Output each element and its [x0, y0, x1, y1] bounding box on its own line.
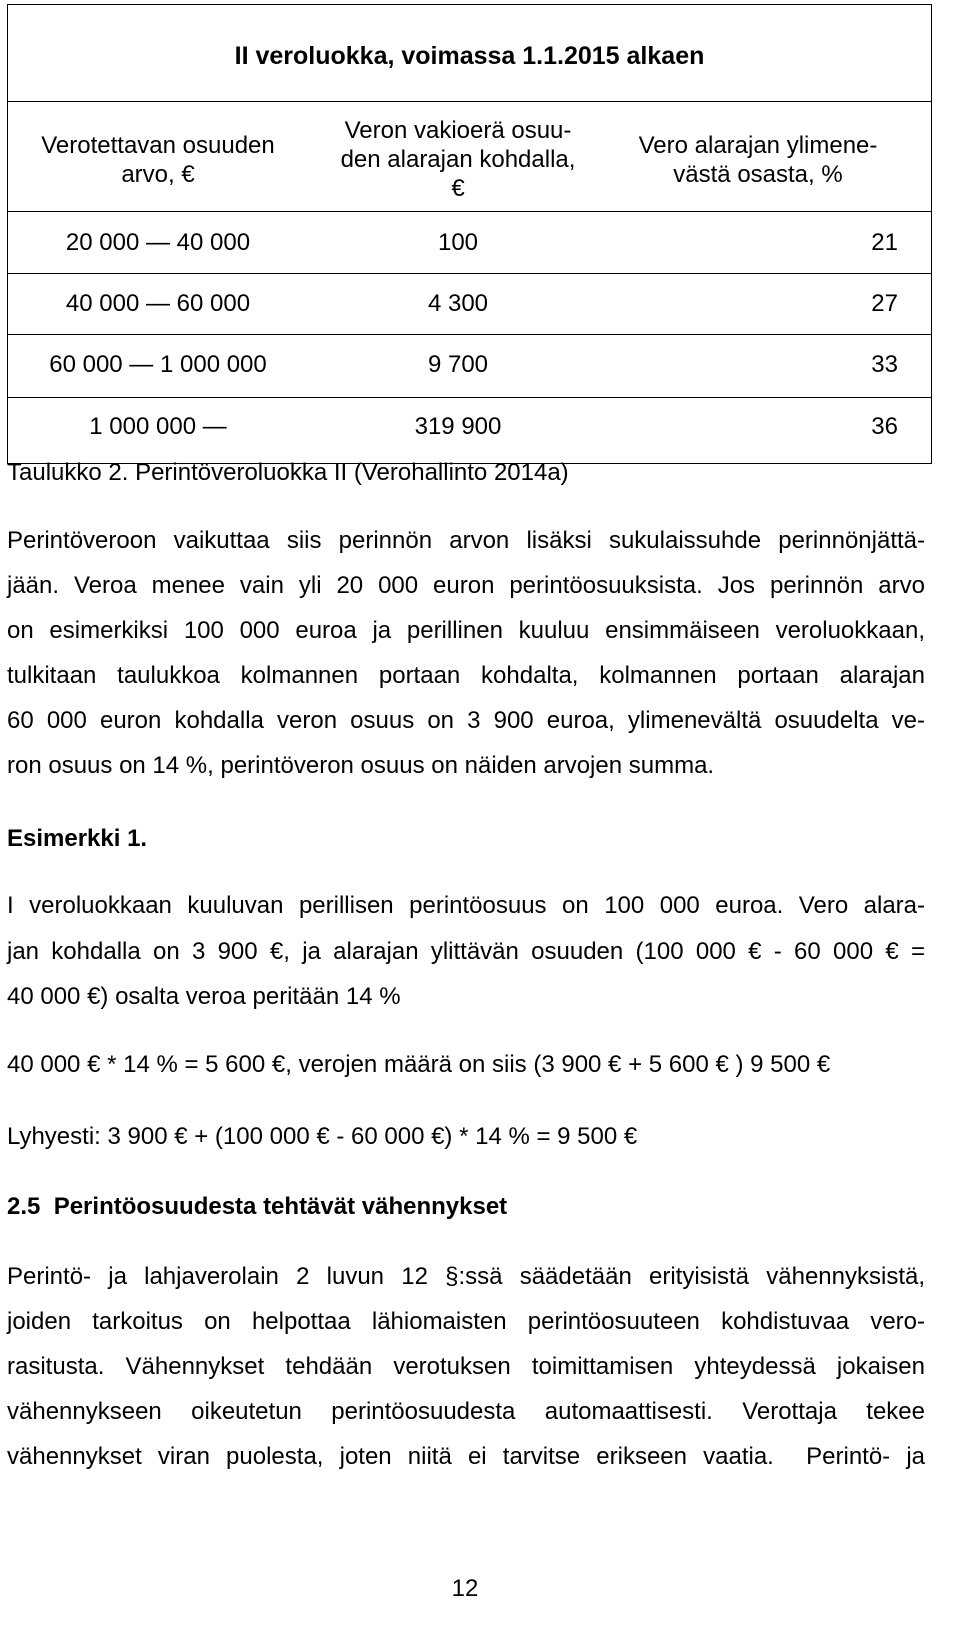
- table-divider: [8, 334, 931, 335]
- table-divider: [8, 101, 931, 102]
- paragraph-line: jään. Veroa menee vain yli 20 000 euron perintöosuuksista. Jos perinnön arvo: [7, 572, 925, 599]
- table-title: II veroluokka, voimassa 1.1.2015 alkaen: [234, 42, 705, 70]
- row-3-rate: 33: [871, 351, 898, 378]
- paragraph-line: on esimerkiksi 100 000 euroa ja perillinen kuuluu ensimmäiseen veroluokkaan,: [7, 617, 925, 644]
- example-line: I veroluokkaan kuuluvan perillisen perintöosuus on 100 000 euroa. Vero alara-: [7, 892, 925, 919]
- table-divider: [8, 397, 931, 398]
- table-caption: Taulukko 2. Perintöveroluokka II (Verohallinto 2014a): [7, 459, 569, 486]
- row-1-rate: 21: [871, 229, 898, 256]
- inheritance-tax-table: [7, 4, 932, 464]
- row-2-range: 40 000 — 60 000: [65, 290, 251, 317]
- paragraph-line: 60 000 euron kohdalla veron osuus on 3 900 euroa, ylimenevältä osuudelta ve-: [7, 707, 925, 734]
- page-number: 12: [451, 1575, 479, 1602]
- calculation-summary: Lyhyesti: 3 900 € + (100 000 € - 60 000 €) * 14 % = 9 500 €: [7, 1123, 638, 1150]
- paragraph-line: ron osuus on 14 %, perintöveron osuus on näiden arvojen summa.: [7, 752, 715, 779]
- table-divider: [8, 273, 931, 274]
- header-fixed-tax: Veron vakioerä osuu- den alarajan kohdalla, €: [340, 117, 576, 202]
- example-line: jan kohdalla on 3 900 €, ja alarajan ylittävän osuuden (100 000 € - 60 000 € =: [7, 938, 925, 965]
- row-2-fixed-tax: 4 300: [427, 290, 489, 317]
- example-heading: Esimerkki 1.: [7, 825, 148, 852]
- calculation-line: 40 000 € * 14 % = 5 600 €, verojen määrä on siis (3 900 € + 5 600 € ) 9 500 €: [7, 1051, 831, 1078]
- header-taxable-value: Verotettavan osuuden arvo, €: [41, 132, 275, 188]
- paragraph-line: tulkitaan taulukkoa kolmannen portaan kohdalta, kolmannen portaan alarajan: [7, 662, 925, 689]
- row-3-range: 60 000 — 1 000 000: [49, 351, 267, 378]
- paragraph-line: Perintöveroon vaikuttaa siis perinnön arvon lisäksi sukulaissuhde perinnönjättä-: [7, 527, 925, 554]
- section-heading: 2.5 Perintöosuudesta tehtävät vähennykset: [7, 1193, 508, 1220]
- header-tax-rate: Vero alarajan ylimene- västä osasta, %: [638, 132, 878, 188]
- row-3-fixed-tax: 9 700: [427, 351, 489, 378]
- row-4-rate: 36: [871, 413, 898, 440]
- example-line: 40 000 €) osalta veroa peritään 14 %: [7, 983, 401, 1010]
- row-4-fixed-tax: 319 900: [414, 413, 502, 440]
- table-divider: [8, 211, 931, 212]
- row-4-range: 1 000 000 —: [89, 413, 227, 440]
- paragraph-line: Perintö- ja lahjaverolain 2 luvun 12 §:ssä säädetään erityisistä vähennyksistä,: [7, 1263, 925, 1290]
- paragraph-line: joiden tarkoitus on helpottaa lähiomaisten perintöosuuteen kohdistuvaa vero-: [7, 1308, 925, 1335]
- paragraph-line: vähennykseen oikeutetun perintöosuudesta automaattisesti. Verottaja tekee: [7, 1398, 925, 1425]
- row-2-rate: 27: [871, 290, 898, 317]
- paragraph-line: rasitusta. Vähennykset tehdään verotuksen toimittamisen yhteydessä jokaisen: [7, 1353, 925, 1380]
- row-1-range: 20 000 — 40 000: [65, 229, 251, 256]
- row-1-fixed-tax: 100: [437, 229, 479, 256]
- paragraph-line: vähennykset viran puolesta, joten niitä ei tarvitse erikseen vaatia. Perintö- ja: [7, 1443, 925, 1470]
